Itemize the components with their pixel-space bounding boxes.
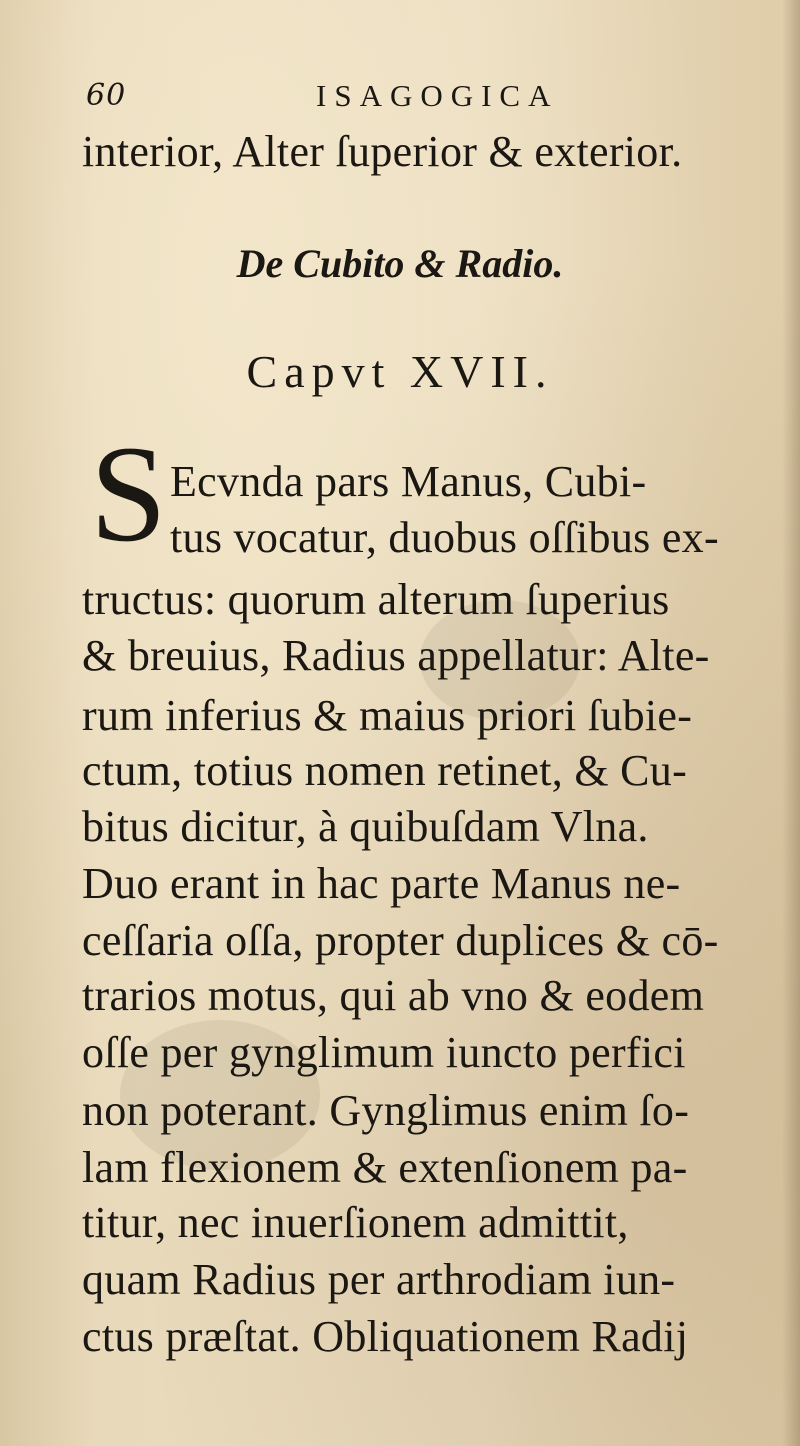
chapter-heading: Capvt XVII.	[246, 346, 554, 397]
text-line: tus vocatur, duobus oſſibus ex-	[170, 513, 719, 562]
text-line: Ecvnda pars Manus, Cubi-	[170, 457, 647, 506]
text-line: rum inferius & maius priori ſubie-	[82, 691, 693, 740]
text-line: ceſſaria oſſa, propter duplices & cō-	[82, 916, 719, 965]
page-number: 60	[86, 78, 127, 113]
text-line: quam Radius per arthrodiam iun-	[82, 1255, 676, 1304]
text-line: trarios motus, qui ab vno & eodem	[82, 971, 705, 1020]
text-line: interior, Alter ſuperior & exterior.	[82, 127, 683, 176]
text-line: ctus præſtat. Obliquationem Radij	[82, 1312, 689, 1361]
text-line: oſſe per gynglimum iuncto perfici	[82, 1028, 686, 1077]
text-line: & breuius, Radius appellatur: Alte-	[82, 631, 710, 680]
page-edge-shadow	[782, 0, 800, 1446]
text-line: Duo erant in hac parte Manus ne-	[82, 859, 681, 908]
drop-cap: S	[90, 417, 167, 570]
running-header	[80, 78, 720, 118]
section-subtitle: De Cubito & Radio.	[236, 241, 564, 286]
running-title: ISAGOGICA	[316, 78, 559, 113]
text-line: tructus: quorum alterum ſuperius	[82, 575, 670, 624]
text-line: bitus dicitur, à quibuſdam Vlna.	[82, 802, 649, 851]
text-line: non poterant. Gynglimus enim ſo-	[82, 1086, 690, 1135]
text-line: ctum, totius nomen retinet, & Cu-	[82, 746, 688, 795]
text-line: lam flexionem & extenſionem pa-	[82, 1143, 688, 1192]
text-line: titur, nec inuerſionem admittit,	[82, 1198, 629, 1247]
